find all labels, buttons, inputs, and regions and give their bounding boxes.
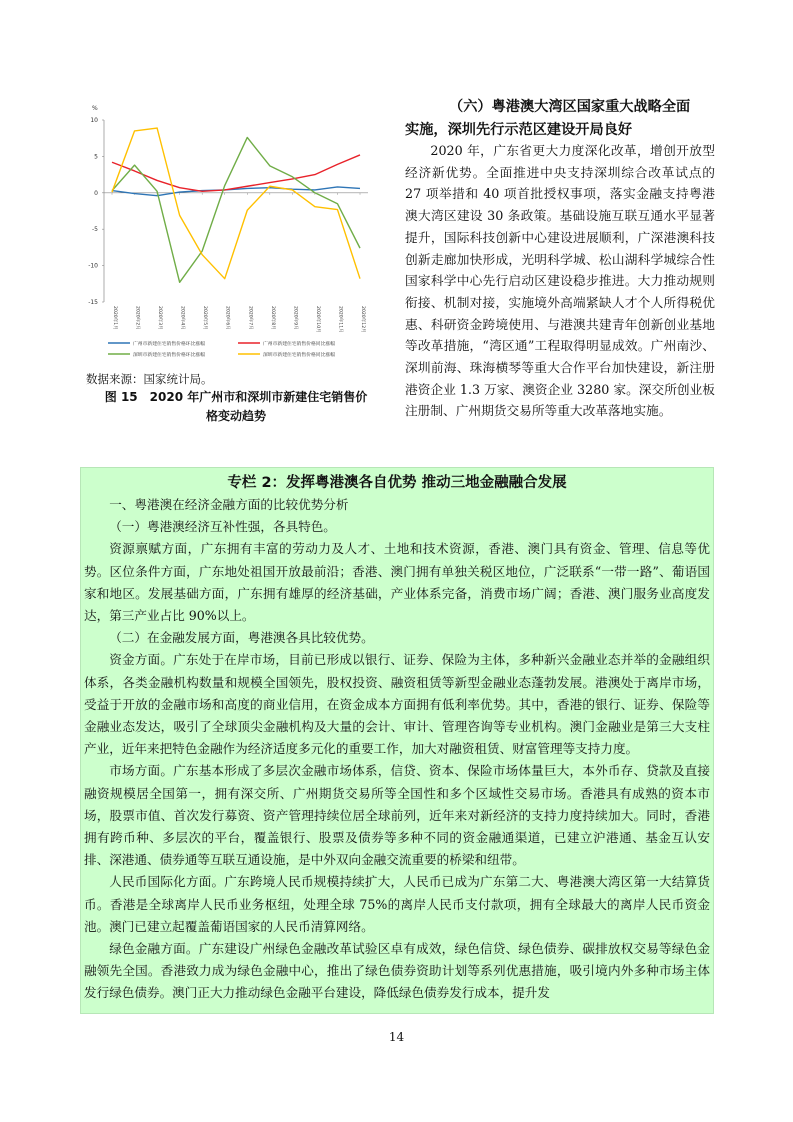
x-tick-label: 2020年7月 xyxy=(247,306,253,330)
figure-caption-line2: 格变动趋势 xyxy=(205,409,266,423)
y-unit-label: % xyxy=(92,105,98,112)
x-tick-label: 2020年4月 xyxy=(179,306,185,330)
box-paragraph: 市场方面。广东基本形成了多层次金融市场体系，信贷、资本、保险市场体量巨大，本外币存、贷款及直接融资规模居全国第一，拥有深交所、广州期货交易所等全国性和多个区域性交易市场。香港具有成熟的资本市场，股票市值、首次发行募资、资产管理持续位居全球前列，近年来对新经济的支持力度持续加大。同时，香港拥有跨币种、多层次的平台，覆盖银行、股票及债券等多种不同的资金融通渠道，已建立沪港通、基金互认安排、深港通、债券通等互联互通设施，是中外双向金融交流重要的桥梁和纽带。 xyxy=(84,763,710,868)
column-box xyxy=(80,467,714,1014)
y-tick-label: -5 xyxy=(92,226,98,234)
x-tick-label: 2020年10月 xyxy=(314,306,320,333)
section-body: 2020 年，广东省更大力度深化改革，增创开放型经济新优势。全面推进中央支持深圳综合改革试点的 27 项举措和 40 项首批授权事项，落实金融支持粤港澳大湾区建设 30 条政策。基础设施互联互通水平显著提升，国际科技创新中心建设进展顺利，广深港澳科技创新走廊加快形成，光明科学城、松山湖科学城综合性国家科学中心先行启动区建设稳步推进。大力推动规则衔接、机制对接，实施境外高端紧缺人才个人所得税优惠、科研资金跨境使用、与港澳共建青年创新创业基地等改革措施，“湾区通”工程取得明显成效。广州南沙、深圳前海、珠海横琴等重大合作平台加快建设，新注册港资企业 1.3 万家、澳资企业 3280 家。深交所创业板注册制、广州期货交易所等重大改革落地实施。 xyxy=(405,143,715,419)
x-tick-label: 2020年1月 xyxy=(112,306,117,330)
chart-canvas xyxy=(86,100,386,366)
y-tick-label: 5 xyxy=(94,153,98,161)
y-tick-label: -10 xyxy=(88,262,98,270)
series-line-4 xyxy=(112,128,360,279)
series-line-3 xyxy=(112,137,360,282)
box-paragraph: 绿色金融方面。广东建设广州绿色金融改革试验区卓有成效，绿色信贷、绿色债券、碳排放权交易等绿色金融领先全国。香港致力成为绿色金融中心，推出了绿色债券资助计划等系列优惠措施，吸引境内外多种市场主体发行绿色债券。澳门正大力推动绿色金融平台建设，降低绿色债券发行成本，提升发 xyxy=(84,941,710,1001)
x-tick-label: 2020年3月 xyxy=(157,306,163,330)
legend-label-1: 广州市新建住宅销售价格环比涨幅 xyxy=(133,342,205,347)
x-tick-label: 2020年8月 xyxy=(269,306,275,330)
figure-caption-line1: 图 15 2020 年广州市和深圳市新建住宅销售价 xyxy=(104,390,368,404)
y-tick-label: 10 xyxy=(90,117,98,124)
x-tick-label: 2020年11月 xyxy=(337,306,343,333)
x-tick-label: 2020年2月 xyxy=(134,306,140,330)
source-note: 数据来源：国家统计局。 xyxy=(86,372,213,386)
box-subheading-1: （一）粤港澳经济互补性强，各具特色。 xyxy=(109,519,336,535)
box-subheading-2: （二）在金融发展方面，粤港澳各具比较优势。 xyxy=(109,630,374,646)
page-number: 14 xyxy=(388,1030,405,1044)
box-heading-1: 一、粤港澳在经济金融方面的比较优势分析 xyxy=(109,497,349,512)
box-paragraph: 资金方面。广东处于在岸市场，目前已形成以银行、证券、保险为主体，多种新兴金融业态并举的金融组织体系，各类金融机构数量和规模全国领先，股权投资、融资租赁等新型金融业态蓬勃发展。港澳处于离岸市场，受益于开放的金融市场和高度的商业信用，在资金成本方面拥有低利率优势。其中，香港的银行、证券、保险等金融业态发达，吸引了全球顶尖金融机构及大量的会计、审计、管理咨询等专业机构。澳门金融业是第三大支柱产业，近年来把特色金融作为经济适度多元化的重要工作，加大对融资租赁、财富管理等支持力度。 xyxy=(84,652,710,757)
box-title: 专栏 2：发挥粤港澳各自优势 推动三地金融融合发展 xyxy=(227,475,567,491)
section-title-line2: 实施，深圳先行示范区建设开局良好 xyxy=(405,122,633,138)
y-tick-label: 0 xyxy=(94,189,98,197)
box-paragraph: 人民币国际化方面。广东跨境人民币规模持续扩大，人民币已成为广东第二大、粤港澳大湾区第一大结算货币。香港是全球离岸人民币业务枢纽，处理全球 75%的离岸人民币支付款项，拥有全球最大的离岸人民币资金池。澳门已建立起覆盖葡语国家的人民币清算网络。 xyxy=(84,874,710,934)
legend-label-2: 广州市新建住宅销售价格同比涨幅 xyxy=(263,342,335,347)
x-tick-label: 2020年9月 xyxy=(292,306,298,330)
section-title-line1: （六）粤港澳大湾区国家重大战略全面 xyxy=(449,99,691,115)
x-tick-label: 2020年12月 xyxy=(360,306,365,333)
x-tick-label: 2020年6月 xyxy=(224,306,230,330)
y-tick-label: -15 xyxy=(88,299,98,306)
box-paragraph: 资源禀赋方面，广东拥有丰富的劳动力及人才、土地和技术资源，香港、澳门具有资金、管理、信息等优势。区位条件方面，广东地处祖国开放最前沿；香港、澳门拥有单独关税区地位，广泛联系“一带一路”、葡语国家和地区。发展基础方面，广东拥有雄厚的经济基础，产业体系完备，消费市场广阔；香港、澳门服务业高度发达，第三产业占比 90%以上。 xyxy=(84,541,710,624)
figure-caption xyxy=(86,388,386,426)
x-tick-label: 2020年5月 xyxy=(202,306,208,330)
price-chart xyxy=(86,100,386,366)
section-title xyxy=(405,96,715,142)
legend-label-3: 深圳市新建住宅销售价格环比涨幅 xyxy=(133,353,205,358)
legend-label-4: 深圳市新建住宅销售价格同比涨幅 xyxy=(263,353,335,358)
